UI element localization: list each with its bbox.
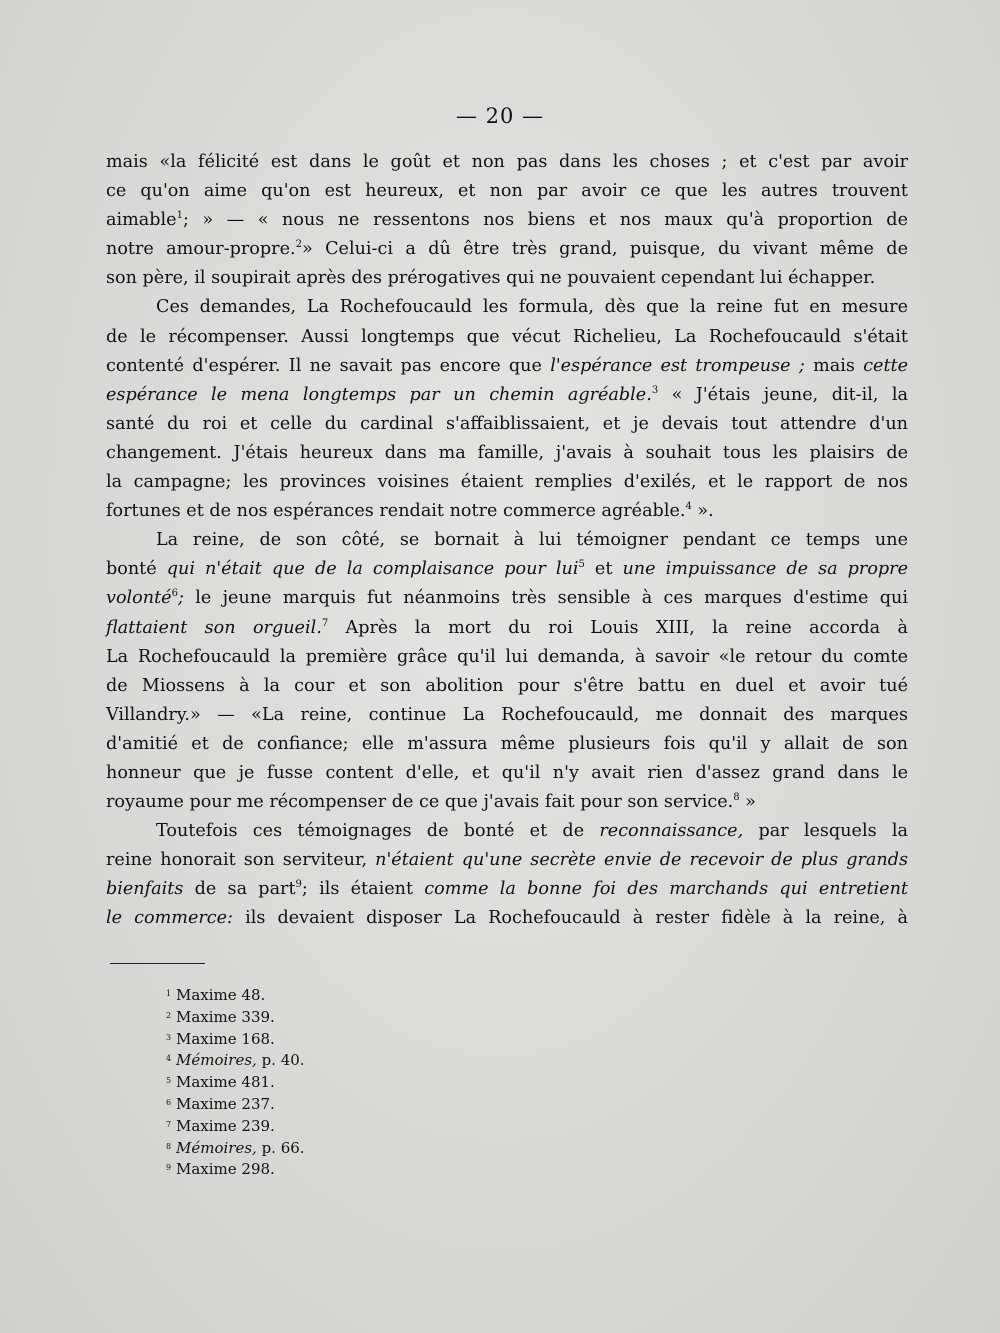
text-run: Maxime 298. xyxy=(176,1160,275,1179)
text-run: Maxime 48. xyxy=(176,986,266,1004)
footnote-reference: 2 xyxy=(295,239,302,251)
text-line xyxy=(106,410,908,439)
footnote-item xyxy=(166,1049,305,1071)
text-line xyxy=(106,148,908,177)
text-line xyxy=(106,584,908,613)
text-run: « J'étais jeune, dit-il, la xyxy=(658,384,908,405)
text-run: » Celui-ci a dû être très grand, puisque, du vivant même de xyxy=(301,239,908,260)
footnotes xyxy=(166,984,305,1180)
text-run: bonté xyxy=(106,559,167,580)
text-run: notre amour-propre. xyxy=(106,239,296,260)
text-line xyxy=(106,817,908,846)
text-run: santé du roi et celle du cardinal s'affaiblissaient, et je devais tout attendre d'un xyxy=(106,413,908,434)
text-line xyxy=(106,643,908,672)
text-run: Après la mort du roi Louis XIII, la reine accorda à xyxy=(328,617,908,638)
text-run: La Rochefoucauld la première grâce qu'il lui demanda, à savoir «le retour du comte xyxy=(106,646,908,667)
text-run: ils devaient disposer La Rochefoucauld à rester fidèle à la reine, à xyxy=(232,908,908,929)
text-run: Ces demandes, La Rochefoucauld les formula, dès que la reine fut en mesure xyxy=(156,297,908,318)
text-run: royaume pour me récompenser de ce que j'avais fait pour son service. xyxy=(106,792,734,813)
text-line xyxy=(106,672,908,701)
text-run: et xyxy=(584,559,623,580)
text-line xyxy=(106,759,908,788)
text-run: de le récompenser. Aussi longtemps que vécut Richelieu, La Rochefoucauld s'était xyxy=(106,326,908,347)
footnote-item xyxy=(166,1071,305,1093)
footnote-reference: 6 xyxy=(171,588,178,600)
footnote-number: 2 xyxy=(166,1010,172,1020)
text-run: ce qu'on aime qu'on est heureux, et non par avoir ce que les autres trouvent xyxy=(106,181,908,202)
footnote-number: 6 xyxy=(166,1097,172,1107)
text-run: la campagne; les provinces voisines étaient remplies d'exilés, et le rapport de nos xyxy=(106,472,908,493)
footnote-number: 1 xyxy=(166,989,172,998)
text-run: contenté d'espérer. Il ne savait pas encore que xyxy=(106,355,551,376)
text-run: mais «la félicité est dans le goût et non pas dans les choses ; et c'est par avoir xyxy=(106,152,908,172)
text-run: d'amitié et de confiance; elle m'assura même plusieurs fois qu'il y allait de son xyxy=(106,733,908,754)
text-run: Villandry.» — «La reine, continue La Rochefoucauld, me donnait des marques xyxy=(106,704,908,725)
italic-text: qui n'était que de la complaisance pour lui xyxy=(166,559,579,580)
text-run: » xyxy=(739,792,756,813)
text-run: Maxime 339. xyxy=(176,1007,275,1026)
footnote-reference: 9 xyxy=(295,879,302,891)
text-line xyxy=(106,177,908,206)
text-line xyxy=(106,264,908,293)
text-line xyxy=(106,614,908,643)
text-run: La reine, de son côté, se bornait à lui témoigner pendant ce temps une xyxy=(156,530,908,551)
text-line xyxy=(106,526,908,555)
text-run: ; ils étaient xyxy=(301,879,425,900)
text-line xyxy=(106,352,908,381)
text-run: de sa part xyxy=(183,879,296,900)
text-line xyxy=(106,439,908,468)
text-run: le jeune marquis fut néanmoins très sensible à ces marques d'estime qui xyxy=(183,588,908,609)
text-line xyxy=(106,381,908,410)
footnote-number: 5 xyxy=(166,1076,172,1086)
footnote-reference: 3 xyxy=(651,384,659,396)
footnote-rule xyxy=(110,963,205,964)
text-run: Toutefois ces témoignages de bonté et de xyxy=(156,821,600,842)
text-line xyxy=(106,555,908,584)
text-line xyxy=(106,497,908,526)
footnote-reference: 8 xyxy=(733,792,740,804)
text-run: Maxime 168. xyxy=(176,1029,275,1048)
text-run: son père, il soupirait après des prérogatives qui ne pouvaient cependant lui échapper. xyxy=(106,268,876,289)
footnote-reference: 4 xyxy=(685,501,692,513)
text-run: Maxime 481. xyxy=(176,1073,275,1092)
italic-text: bienfaits xyxy=(106,879,184,900)
text-line xyxy=(106,701,908,730)
page-number: — 20 — xyxy=(455,104,545,128)
footnote-item xyxy=(166,984,305,1006)
text-run: aimable xyxy=(106,210,177,231)
footnote-number: 8 xyxy=(166,1141,172,1151)
text-line xyxy=(106,730,908,759)
footnote-item xyxy=(166,1158,305,1180)
footnote-item xyxy=(166,1028,305,1050)
text-line xyxy=(106,235,908,264)
text-line xyxy=(106,323,908,352)
footnote-reference: 5 xyxy=(578,559,585,571)
text-line xyxy=(106,875,908,904)
text-line xyxy=(106,468,908,497)
text-run: de Miossens à la cour et son abolition pour s'être battu en duel et avoir tué xyxy=(106,675,908,696)
text-run: reine honorait son serviteur, xyxy=(106,850,376,871)
footnote-item xyxy=(166,1093,305,1115)
text-line xyxy=(106,846,908,875)
footnote-reference: 7 xyxy=(321,617,329,629)
text-run: changement. J'étais heureux dans ma famille, j'avais à souhait tous les plaisirs de xyxy=(106,442,908,463)
text-run: ». xyxy=(691,501,714,522)
italic-text: Mémoires, xyxy=(176,1138,257,1157)
footnote-number: 9 xyxy=(166,1163,172,1173)
text-run: Maxime 239. xyxy=(176,1116,275,1135)
italic-text: espérance le mena longtemps par un chemin agréable. xyxy=(106,384,652,405)
text-run: par lesquels la xyxy=(743,821,908,842)
text-run: ; » — « nous ne ressentons nos biens et nos maux qu'à proportion de xyxy=(182,210,908,231)
text-line xyxy=(106,293,908,322)
footnote-number: 4 xyxy=(166,1054,172,1064)
text-line xyxy=(106,904,908,933)
text-run: Maxime 237. xyxy=(176,1094,275,1113)
italic-text: volonté xyxy=(106,588,172,609)
footnote-reference: 1 xyxy=(176,210,183,222)
footnote-number: 3 xyxy=(166,1032,172,1042)
footnote-number: 7 xyxy=(166,1119,172,1129)
text-line xyxy=(106,206,908,235)
italic-text: le commerce: xyxy=(106,908,233,929)
text-run: p. 40. xyxy=(256,1051,305,1070)
italic-text: une impuissance de sa propre xyxy=(622,559,908,580)
italic-text: Mémoires, xyxy=(176,1051,257,1070)
italic-text: comme la bonne foi des marchands qui entretient xyxy=(424,879,908,900)
text-run: fortunes et de nos espérances rendait notre commerce agréable. xyxy=(106,501,686,522)
italic-text: flattaient son orgueil. xyxy=(106,617,322,638)
italic-text: reconnaissance, xyxy=(599,821,744,842)
text-line xyxy=(106,788,908,817)
italic-text: cette xyxy=(863,355,909,376)
text-run: mais xyxy=(804,355,864,376)
text-run: honneur que je fusse content d'elle, et qu'il n'y avait rien d'assez grand dans le xyxy=(106,762,908,783)
italic-text: ; xyxy=(177,588,184,609)
footnote-item xyxy=(166,1115,305,1137)
body-text xyxy=(106,148,908,934)
italic-text: n'étaient qu'une secrète envie de recevoir de plus grands xyxy=(375,850,908,871)
text-run: p. 66. xyxy=(256,1138,305,1157)
footnote-item xyxy=(166,1137,305,1159)
footnote-item xyxy=(166,1006,305,1028)
italic-text: l'espérance est trompeuse ; xyxy=(550,355,805,376)
